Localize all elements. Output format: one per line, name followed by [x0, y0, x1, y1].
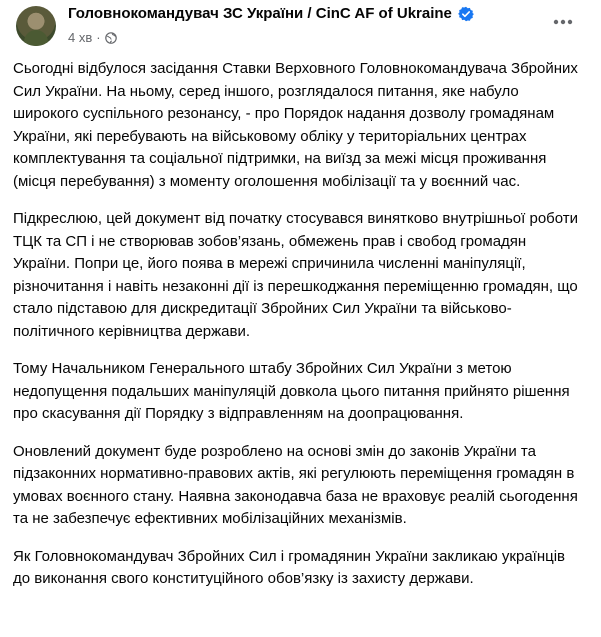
post-paragraph: Сьогодні відбулося засідання Ставки Верховного Головнокомандувача Збройних Сил України. На ньому, серед іншого, розглядалося питання, яке набуло широкого суспільного резонансу, - про Порядок надання дозволу громадянам України, які перебувають на військовому обліку у територіальних центрах комплектування та соціальної підтримки, на виїзд за межі місця проживання (місця перебування) з моменту оголошення мобілізації та у воєнний час. [13, 60, 578, 190]
post-header [13, 0, 585, 52]
verified-badge-icon [458, 6, 474, 22]
post-paragraph: Підкреслюю, цей документ від початку стосувався винятково внутрішньої роботи ТЦК та СП і не створював зобов’язань, обмежень прав і свобод громадян України. Попри це, його поява в мережі спричинила численні маніпуляції, різночитання і навіть незаконні дії із перешкоджання переміщенню громадян, що стало підставою для дискредитації Збройних Сил України та військово-політичного керівництва держави. [13, 210, 579, 340]
post-text [13, 52, 585, 591]
more-options-button[interactable] [545, 4, 581, 40]
globe-icon [105, 32, 117, 44]
post-paragraph: Оновлений документ буде розроблено на основі змін до законів України та підзаконних нормативно-правових актів, які регулюють переміщення громадян в умовах воєнного стану. Наявна законодавча база не враховує реалій сьогодення та не забезпечує ефективних мобілізаційних механізмів. [13, 442, 578, 527]
post-paragraph: Як Головнокомандувач Збройних Сил і громадянин України закликаю українців до виконання свого конституційного обов’язку із захисту держави. [13, 547, 566, 587]
author-name-row [68, 5, 474, 22]
author-avatar[interactable] [16, 6, 56, 46]
more-options-icon [553, 19, 573, 25]
post-time[interactable]: 4 хв [68, 30, 93, 45]
meta-separator: · [96, 30, 101, 45]
post-meta [68, 30, 117, 45]
author-name[interactable]: Головнокомандувач ЗС України / CinC AF of Ukraine [68, 5, 452, 22]
post-paragraph: Тому Начальником Генерального штабу Збройних Сил України з метою недопущення подальших маніпуляцій довкола цього питання прийнято рішення про скасування дії Порядку з відправленням на доопрацювання. [13, 360, 570, 422]
